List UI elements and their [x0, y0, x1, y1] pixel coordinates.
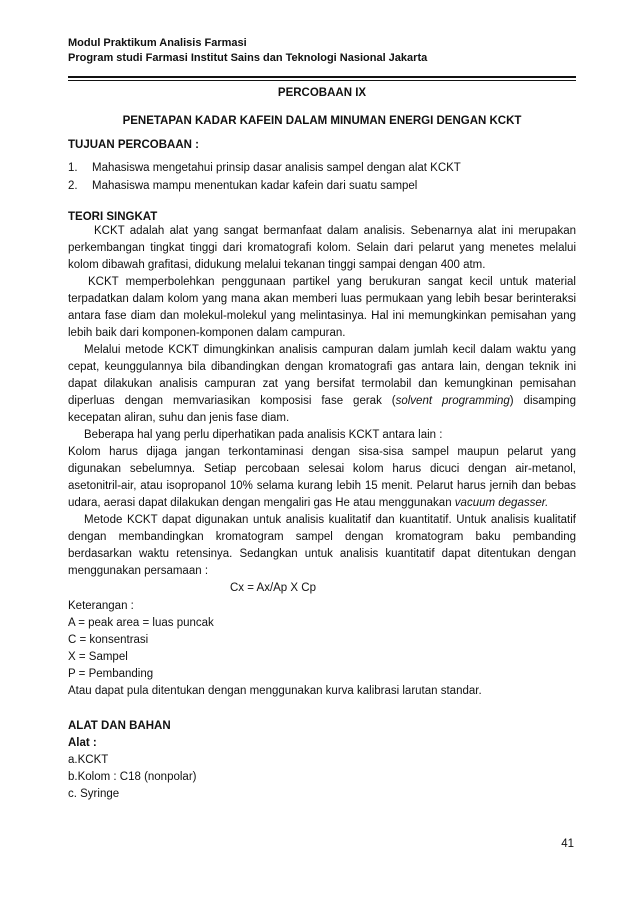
alat-item: a.KCKT [68, 754, 109, 766]
teori-paragraph-1: KCKT adalah alat yang sangat bermanfaat dalam analisis. Sebenarnya alat ini merupakan perkembangan tingkat tinggi dari kromatografi kolom. Selain dari pelarut yang menetes melalui kolom dibawah grafitasi, didukung melalui tekanan tinggi sampai dengan 400 atm. [68, 225, 576, 271]
formula: Cx = Ax/Ap X Cp [230, 582, 316, 594]
teori-paragraph-2: KCKT memperbolehkan penggunaan partikel yang berukuran sangat kecil untuk material terpadatkan dalam kolom yang mana akan memberi luas permukaan yang lebih besar berinteraksi antara fase diam dan molekul-molekul yang melintasinya. Hal ini memungkinkan pemisahan yang lebih baik dari komponen-komponen dalam campuran. [68, 276, 576, 339]
list-item: 2. Mahasiswa mampu menentukan kadar kafein dari suatu sampel [68, 180, 418, 192]
teori-paragraph-4-lead: Beberapa hal yang perlu diperhatikan pada analisis KCKT antara lain : [84, 429, 443, 441]
list-item: 1. Mahasiswa mengetahui prinsip dasar analisis sampel dengan alat KCKT [68, 162, 461, 174]
teori-paragraph-5: Metode KCKT dapat digunakan untuk analisis kualitatif dan kuantitatif. Untuk analisis kualitatif dengan membandingkan kromatogram sampel dengan kromatogram baku pembanding berdasarkan waktu retensinya. Sedangkan untuk analisis kuantitatif dapat ditentukan dengan menggunakan persamaan : [68, 514, 576, 577]
header-line-2: Program studi Farmasi Institut Sains dan Teknologi Nasional Jakarta [68, 52, 428, 64]
keterangan-label: Keterangan : [68, 600, 134, 612]
page-number: 41 [561, 838, 574, 850]
tujuan-heading: TUJUAN PERCOBAAN : [68, 139, 199, 151]
header-divider [68, 76, 576, 81]
closing-sentence: Atau dapat pula ditentukan dengan menggunakan kurva kalibrasi larutan standar. [68, 685, 482, 697]
alat-heading: ALAT DAN BAHAN [68, 720, 171, 732]
definition-item: X = Sampel [68, 651, 128, 663]
alat-item: b.Kolom : C18 (nonpolar) [68, 771, 197, 783]
experiment-subtitle: PENETAPAN KADAR KAFEIN DALAM MINUMAN ENERGI DENGAN KCKT [122, 115, 522, 127]
alat-subheading: Alat : [68, 737, 97, 749]
header-line-1: Modul Praktikum Analisis Farmasi [68, 37, 247, 49]
experiment-title: PERCOBAAN IX [277, 87, 367, 99]
teori-heading: TEORI SINGKAT [68, 211, 158, 223]
definition-item: A = peak area = luas puncak [68, 617, 214, 629]
teori-paragraph-4: Kolom harus dijaga jangan terkontaminasi dengan sisa-sisa sampel maupun pelarut yang digunakan sebelumnya. Setiap percobaan selesai kolom harus dicuci dengan air-metanol, asetonitril-air, atau isopropanol 10% selama kurang lebih 15 menit. Pelarut harus jernih dan bebas udara, aerasi dapat dilakukan dengan mengaliri gas He atau menggunakan vacuum degasser. [68, 446, 576, 509]
alat-item: c. Syringe [68, 788, 120, 800]
definition-item: C = konsentrasi [68, 634, 149, 646]
tujuan-list [68, 159, 576, 195]
definition-item: P = Pembanding [68, 668, 154, 680]
teori-paragraph-3: Melalui metode KCKT dimungkinkan analisis campuran dalam jumlah kecil dalam waktu yang cepat, keunggulannya bila dibandingkan dengan kromatografi gas antara lain, dengan teknik ini dapat dilakukan analisis campuran zat yang bersifat termolabil dan kemungkinan pemisahan diperluas dengan memvariasikan komposisi fase gerak (solvent programming) disamping kecepatan aliran, suhu dan jenis fase diam. [68, 344, 576, 424]
document-page [68, 36, 576, 803]
